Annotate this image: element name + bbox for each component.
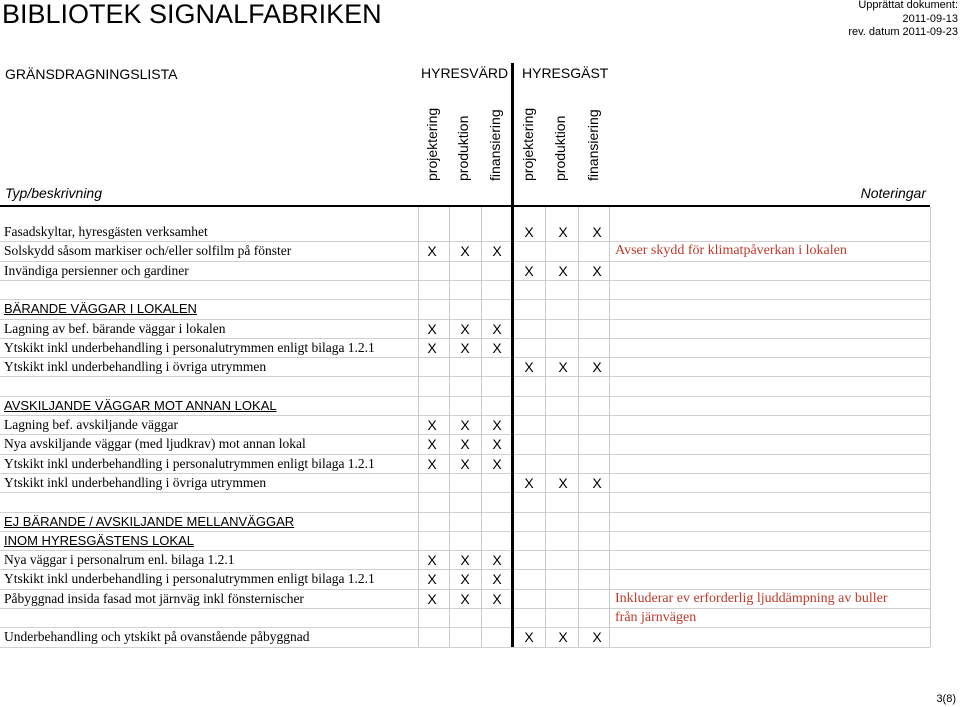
responsibility-mark: X: [460, 243, 470, 260]
responsibility-mark: X: [492, 339, 502, 356]
typ-beskrivning-label: Typ/beskrivning: [5, 185, 103, 201]
section-title: BÄRANDE VÄGGAR I LOKALEN: [4, 301, 197, 317]
column-label-hyresvard-projektering: projektering: [424, 107, 440, 181]
responsibility-mark: X: [427, 590, 437, 607]
table-row: [0, 627, 930, 646]
table-row: [0, 222, 930, 241]
column-label-hyresgast-projektering: projektering: [520, 107, 536, 181]
responsibility-mark: X: [427, 320, 437, 337]
responsibility-mark: X: [427, 571, 437, 588]
table-row: [0, 319, 930, 338]
responsibility-mark: X: [558, 474, 568, 491]
responsibility-mark: X: [460, 436, 470, 453]
revision-date: rev. datum 2011-09-23: [848, 26, 958, 38]
row-note: från järnvägen: [615, 610, 697, 625]
column-label-hyresgast-finansiering: finansiering: [585, 109, 601, 181]
table-row: [0, 261, 930, 280]
responsibility-mark: X: [460, 590, 470, 607]
document-date: 2011-09-13: [902, 13, 958, 25]
section-header-row: [0, 531, 930, 550]
responsibility-mark: X: [460, 417, 470, 433]
table-row: [0, 569, 930, 588]
section-title: AVSKILJANDE VÄGGAR MOT ANNAN LOKAL: [4, 397, 277, 413]
table-row: [0, 280, 930, 299]
row-description: Solskydd såsom markiser och/eller solfilm på fönster: [4, 243, 292, 259]
responsibility-mark: X: [492, 590, 502, 607]
row-description: Ytskikt inkl underbehandling i övriga utrymmen: [4, 474, 267, 490]
responsibility-mark: X: [460, 552, 470, 569]
section-header-row: [0, 299, 930, 318]
row-description: Nya väggar i personalrum enl. bilaga 1.2.1: [4, 552, 235, 568]
responsibility-mark: X: [592, 629, 602, 646]
row-note: Avser skydd för klimatpåverkan i lokalen: [615, 243, 847, 259]
table-row: [0, 338, 930, 357]
table-row: [0, 589, 930, 608]
responsibility-mark: X: [427, 455, 437, 472]
row-note: Inkluderar ev erforderlig ljuddämpning av buller: [615, 590, 888, 606]
column-gridline: [930, 207, 931, 647]
responsibility-mark: X: [558, 359, 568, 376]
responsibility-mark: X: [524, 474, 534, 491]
responsibility-mark: X: [492, 571, 502, 588]
row-description: Nya avskiljande väggar (med ljudkrav) mot annan lokal: [4, 436, 306, 452]
responsibility-mark: X: [427, 436, 437, 453]
responsibility-mark: X: [592, 359, 602, 376]
responsibility-mark: X: [460, 320, 470, 337]
responsibility-mark: X: [558, 224, 568, 240]
responsibility-mark: X: [524, 262, 534, 279]
page-number: 3(8): [936, 693, 956, 705]
row-description: Underbehandling och ytskikt på ovanstående påbyggnad: [4, 629, 310, 645]
list-title: GRÄNSDRAGNINGSLISTA: [5, 66, 178, 82]
responsibility-mark: X: [460, 339, 470, 356]
row-description: Ytskikt inkl underbehandling i personalutrymmen enligt bilaga 1.2.1: [4, 455, 375, 471]
responsibility-mark: X: [524, 224, 534, 240]
header-rule: [0, 205, 930, 207]
table-row: [0, 473, 930, 492]
row-description: Lagning av bef. bärande väggar i lokalen: [4, 320, 226, 336]
section-header-row: [0, 396, 930, 415]
row-description: Ytskikt inkl underbehandling i personalutrymmen enligt bilaga 1.2.1: [4, 571, 375, 587]
responsibility-mark: X: [492, 436, 502, 453]
responsibility-mark: X: [524, 359, 534, 376]
table-row: [0, 550, 930, 569]
responsibility-mark: X: [460, 455, 470, 472]
responsibility-mark: X: [427, 417, 437, 433]
column-label-hyresgast-produktion: produktion: [552, 115, 568, 181]
table-row: [0, 241, 930, 260]
column-label-hyresvard-finansiering: finansiering: [487, 109, 503, 181]
responsibility-mark: X: [427, 339, 437, 356]
responsibility-mark: X: [492, 417, 502, 433]
section-header-row: [0, 512, 930, 531]
responsibility-mark: X: [592, 474, 602, 491]
document-title: BIBLIOTEK SIGNALFABRIKEN: [2, 0, 382, 29]
group-hyresgast-label: HYRESGÄST: [522, 65, 609, 81]
table-row: [0, 434, 930, 453]
row-description: Ytskikt inkl underbehandling i personalutrymmen enligt bilaga 1.2.1: [4, 339, 375, 355]
section-title: EJ BÄRANDE / AVSKILJANDE MELLANVÄGGAR: [4, 513, 295, 529]
responsibility-mark: X: [524, 629, 534, 646]
group-hyresvard-label: HYRESVÄRD: [421, 65, 509, 81]
responsibility-mark: X: [492, 455, 502, 472]
row-description: Lagning bef. avskiljande väggar: [4, 417, 178, 432]
responsibility-mark: X: [592, 224, 602, 240]
table-row: [0, 415, 930, 434]
table-row: [0, 376, 930, 395]
row-gridline: [0, 647, 930, 648]
responsibility-mark: X: [558, 629, 568, 646]
responsibility-mark: X: [427, 243, 437, 260]
section-title: INOM HYRESGÄSTENS LOKAL: [4, 532, 194, 548]
column-label-hyresvard-produktion: produktion: [455, 115, 471, 181]
row-description: Ytskikt inkl underbehandling i övriga utrymmen: [4, 359, 267, 375]
responsibility-mark: X: [592, 262, 602, 279]
row-description: Invändiga persienner och gardiner: [4, 262, 189, 278]
responsibility-mark: X: [427, 552, 437, 569]
document-label: Upprättat dokument:: [858, 0, 958, 11]
responsibility-mark: X: [460, 571, 470, 588]
table-row: [0, 357, 930, 376]
responsibility-mark: X: [492, 243, 502, 260]
row-description: Fasadskyltar, hyresgästen verksamhet: [4, 224, 208, 239]
responsibility-mark: X: [558, 262, 568, 279]
table-row: [0, 492, 930, 511]
row-description: Påbyggnad insida fasad mot järnväg inkl fönsternischer: [4, 590, 304, 606]
responsibility-mark: X: [492, 320, 502, 337]
responsibility-mark: X: [492, 552, 502, 569]
noteringar-label: Noteringar: [860, 185, 926, 201]
table-row: [0, 454, 930, 473]
table-row: [0, 608, 930, 627]
